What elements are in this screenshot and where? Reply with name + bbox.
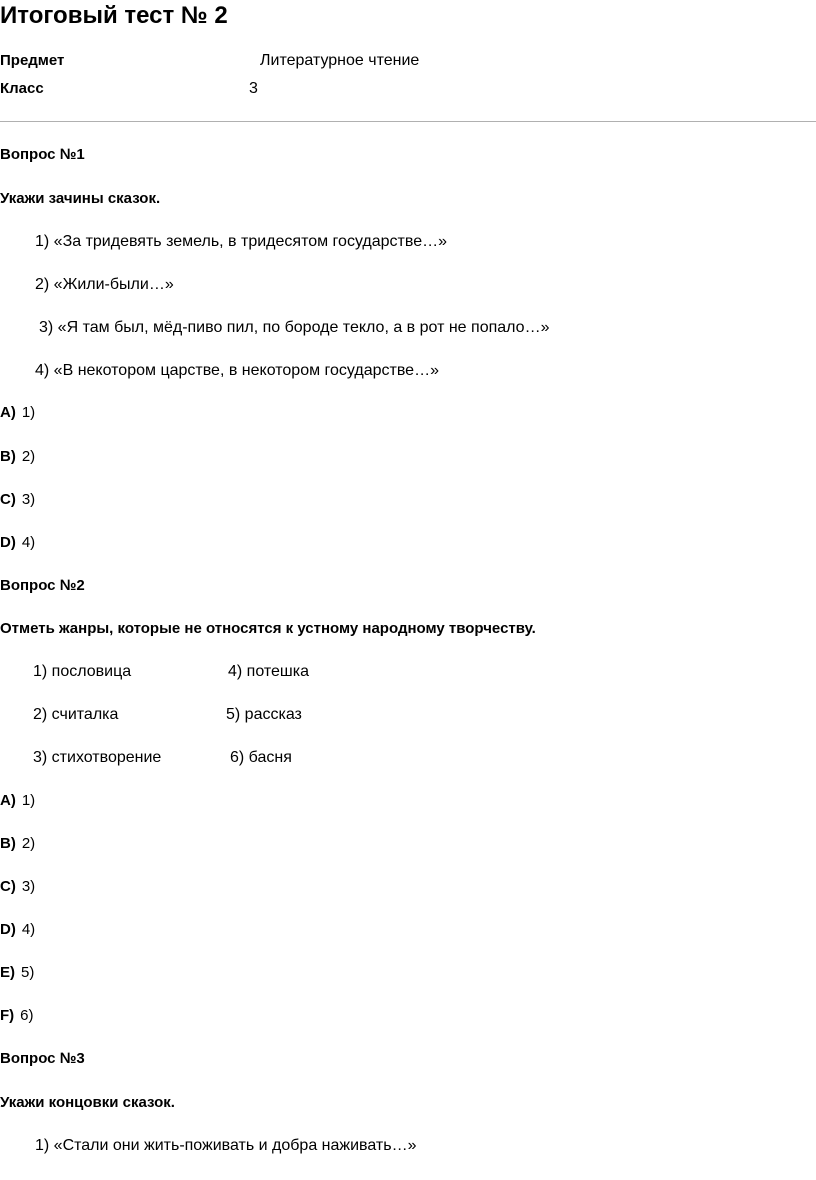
question-1-option: 2) «Жили-были…» bbox=[35, 276, 174, 293]
answer-choice[interactable] bbox=[0, 792, 35, 809]
question-1-option: 1) «За тридевять земель, в тридесятом государстве…» bbox=[35, 233, 447, 250]
answer-choice[interactable] bbox=[0, 1007, 34, 1024]
question-1-label: Вопрос №1 bbox=[0, 146, 85, 163]
question-2-option: 5) рассказ bbox=[226, 706, 302, 723]
answer-value: 4) bbox=[21, 921, 36, 938]
answer-value: 2) bbox=[21, 835, 36, 852]
subject-value: Литературное чтение bbox=[260, 52, 420, 69]
answer-choice[interactable] bbox=[0, 404, 35, 421]
answer-choice[interactable] bbox=[0, 491, 35, 508]
question-3-option: 1) «Стали они жить-поживать и добра наживать…» bbox=[35, 1137, 417, 1154]
answer-choice[interactable] bbox=[0, 878, 35, 895]
question-1-option: 3) «Я там был, мёд-пиво пил, по бороде текло, а в рот не попало…» bbox=[39, 319, 550, 336]
answer-choice[interactable] bbox=[0, 448, 35, 465]
question-3-text: Укажи концовки сказок. bbox=[0, 1094, 175, 1111]
answer-letter: C) bbox=[0, 491, 16, 508]
question-3-label: Вопрос №3 bbox=[0, 1050, 85, 1067]
answer-letter: B) bbox=[0, 448, 16, 465]
answer-letter: C) bbox=[0, 878, 16, 895]
question-2-option: 4) потешка bbox=[228, 663, 310, 680]
answer-value: 3) bbox=[21, 491, 36, 508]
answer-value: 6) bbox=[20, 1007, 34, 1024]
question-1-option: 4) «В некотором царстве, в некотором государстве…» bbox=[35, 362, 439, 379]
answer-letter: A) bbox=[0, 792, 16, 809]
question-2-label: Вопрос №2 bbox=[0, 577, 85, 594]
divider bbox=[0, 121, 816, 122]
answer-letter: A) bbox=[0, 404, 16, 421]
class-value: 3 bbox=[249, 80, 258, 97]
question-2-option: 6) басня bbox=[230, 749, 292, 766]
answer-choice[interactable] bbox=[0, 835, 35, 852]
answer-value: 4) bbox=[21, 534, 36, 551]
answer-choice[interactable] bbox=[0, 921, 35, 938]
answer-letter: D) bbox=[0, 921, 16, 938]
answer-value: 3) bbox=[21, 878, 36, 895]
question-2-option: 3) стихотворение bbox=[33, 749, 162, 766]
answer-letter: F) bbox=[0, 1007, 15, 1024]
answer-value: 5) bbox=[21, 964, 35, 981]
page-title: Итоговый тест № 2 bbox=[0, 2, 228, 29]
subject-label: Предмет bbox=[0, 52, 65, 69]
question-2-option: 1) пословица bbox=[33, 663, 132, 680]
question-1-text: Укажи зачины сказок. bbox=[0, 190, 161, 207]
class-label: Класс bbox=[0, 80, 44, 97]
question-2-option: 2) считалка bbox=[33, 706, 119, 723]
answer-value: 1) bbox=[21, 792, 36, 809]
answer-value: 1) bbox=[21, 404, 36, 421]
question-2-text: Отметь жанры, которые не относятся к устному народному творчеству. bbox=[0, 620, 536, 637]
answer-choice[interactable] bbox=[0, 964, 34, 981]
answer-value: 2) bbox=[21, 448, 36, 465]
answer-letter: E) bbox=[0, 964, 15, 981]
answer-letter: D) bbox=[0, 534, 16, 551]
answer-choice[interactable] bbox=[0, 534, 35, 551]
answer-letter: B) bbox=[0, 835, 16, 852]
